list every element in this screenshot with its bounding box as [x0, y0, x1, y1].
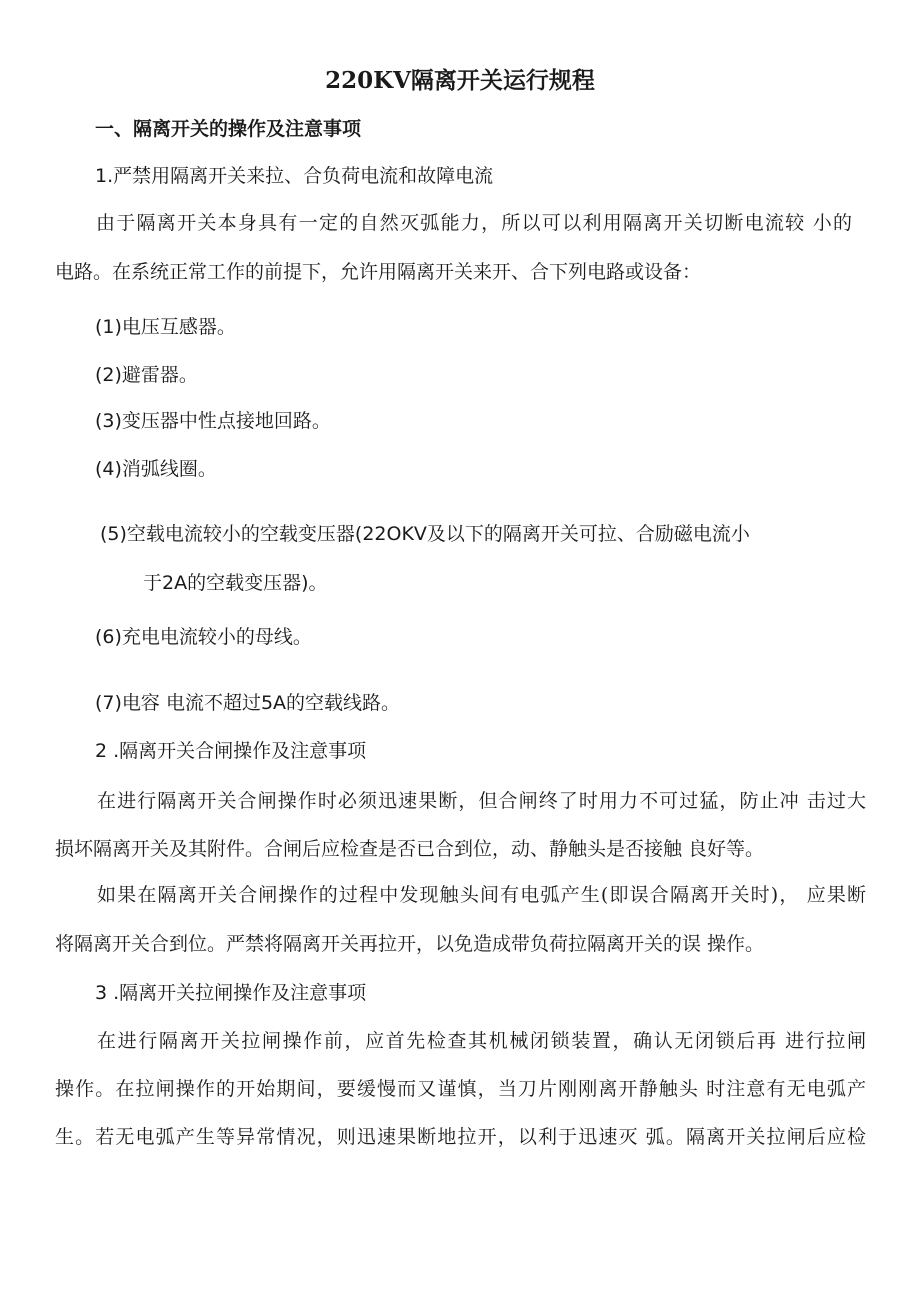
section-heading-1: 一、隔离开关的操作及注意事项	[95, 118, 362, 140]
paragraph-2-line-2: 损坏隔离开关及其附件。合闸后应检查是否已合到位，动、静触头是否接触 良好等。	[55, 838, 765, 860]
paragraph-4-line-3: 生。若无电弧产生等异常情况，则迅速果断地拉开，以利于迅速灭 弧。隔离开关拉闸后应检	[55, 1126, 866, 1148]
paragraph-1-line-1: 由于隔离开关本身具有一定的自然灭弧能力，所以可以利用隔离开关切断电流较 小的	[96, 212, 852, 234]
list-item-5: (5)空载电流较小的空载变压器(22OKV及以下的隔离开关可拉、合励磁电流小	[100, 523, 750, 545]
paragraph-3-line-2: 将隔离开关合到位。严禁将隔离开关再拉开，以免造成带负荷拉隔离开关的误 操作。	[55, 933, 765, 955]
list-item-7: (7)电容 电流不超过5A的空载线路。	[95, 692, 401, 714]
list-item-1: (1)电压互感器。	[95, 316, 236, 338]
subheading-3: 3 .隔离开关拉闸操作及注意事项	[95, 982, 367, 1004]
subheading-2: 2 .隔离开关合闸操作及注意事项	[95, 740, 367, 762]
list-item-6: (6)充电电流较小的母线。	[95, 626, 312, 648]
list-item-4: (4)消弧线圈。	[95, 458, 217, 480]
paragraph-1-line-2: 电路。在系统正常工作的前提下，允许用隔离开关来开、合下列电路或设备：	[55, 261, 702, 283]
paragraph-4-line-1: 在进行隔离开关拉闸操作前，应首先检查其机械闭锁装置，确认无闭锁后再 进行拉闸	[97, 1030, 866, 1052]
paragraph-4-line-2: 操作。在拉闸操作的开始期间，要缓慢而又谨慎，当刀片刚刚离开静触头 时注意有无电弧产	[55, 1078, 866, 1100]
paragraph-3-line-1: 如果在隔离开关合闸操作的过程中发现触头间有电弧产生(即误合隔离开关时)， 应果断	[97, 884, 866, 906]
list-item-2: (2)避雷器。	[95, 364, 198, 386]
paragraph-2-line-1: 在进行隔离开关合闸操作时必须迅速果断，但合闸终了时用力不可过猛，防止冲 击过大	[97, 790, 866, 812]
list-item-3: (3)变压器中性点接地回路。	[95, 410, 331, 432]
subheading-1: 1.严禁用隔离开关来拉、合负荷电流和故障电流	[95, 165, 494, 187]
document-title: 220KV隔离开关运行规程	[325, 67, 595, 94]
list-item-5-continued: 于2A的空载变压器)。	[143, 572, 328, 594]
